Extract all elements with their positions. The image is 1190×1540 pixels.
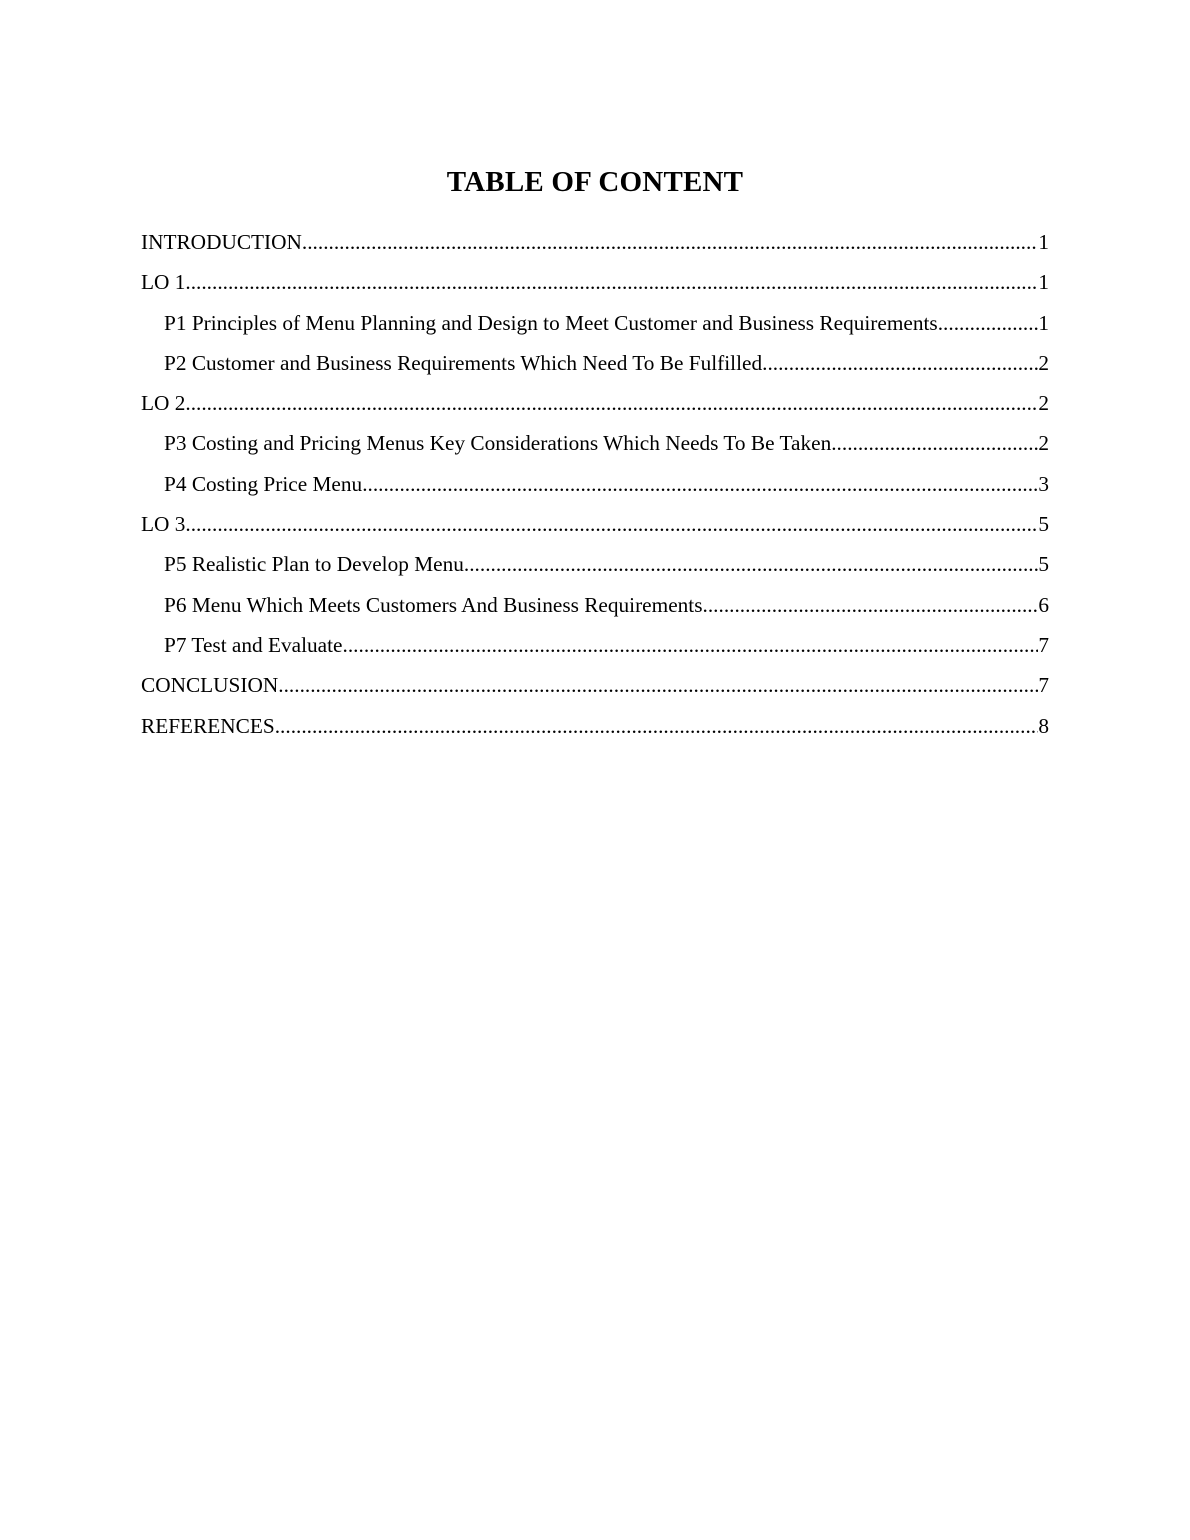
dot-leader [362,464,1038,504]
dot-leader [703,585,1039,625]
toc-entry-label: LO 2 [141,391,186,416]
toc-entry-references[interactable] [141,706,1049,746]
toc-entry-page-number: 6 [1038,592,1049,617]
toc-entry-page-number: 1 [1038,310,1049,335]
toc-entry-lo-1[interactable] [141,262,1049,302]
toc-entry-page-number: 3 [1038,471,1049,496]
dot-leader [302,222,1038,262]
toc-entry-p5[interactable] [141,544,1049,584]
toc-entry-label: P6 Menu Which Meets Customers And Business Requirements [164,592,703,617]
toc-entry-lo-2[interactable] [141,383,1049,423]
toc-entry-lo-3[interactable] [141,504,1049,544]
toc-entry-label: P5 Realistic Plan to Develop Menu [164,552,464,577]
dot-leader [278,665,1038,705]
toc-entry-page-number: 8 [1038,713,1049,738]
toc-entry-p7[interactable] [141,625,1049,665]
toc-entry-page-number: 7 [1038,673,1049,698]
dot-leader [185,262,1038,302]
toc-entry-label: CONCLUSION [141,673,279,698]
toc-entry-page-number: 2 [1038,431,1049,456]
dot-leader [343,625,1039,665]
toc-entry-page-number: 5 [1038,512,1049,537]
toc-entry-label: P4 Costing Price Menu [164,471,363,496]
toc-entry-p4[interactable] [141,464,1049,504]
dot-leader [185,504,1038,544]
dot-leader [762,343,1038,383]
dot-leader [185,383,1038,423]
table-of-contents [141,222,1049,746]
toc-entry-label: INTRODUCTION [141,230,302,254]
dot-leader [275,706,1039,746]
toc-entry-label: P2 Customer and Business Requirements Which Need To Be Fulfilled [164,350,763,375]
toc-entry-p3[interactable] [141,423,1049,463]
toc-entry-label: P7 Test and Evaluate [164,632,343,657]
toc-entry-page-number: 7 [1038,632,1049,657]
dot-leader [831,423,1038,463]
toc-entry-introduction[interactable] [141,222,1049,262]
toc-title: TABLE OF CONTENT [446,166,744,198]
toc-entry-label: LO 1 [141,270,186,295]
toc-entry-page-number: 1 [1038,270,1049,295]
toc-entry-label: P1 Principles of Menu Planning and Design to Meet Customer and Business Requirements [164,310,938,335]
toc-entry-label: REFERENCES [141,713,275,738]
toc-entry-page-number: 2 [1038,391,1049,416]
toc-entry-page-number: 5 [1038,552,1049,577]
toc-entry-p2[interactable] [141,343,1049,383]
toc-entry-page-number: 2 [1038,350,1049,375]
toc-entry-page-number: 1 [1038,230,1049,254]
toc-entry-p1[interactable] [141,303,1049,343]
dot-leader [464,544,1038,584]
toc-entry-p6[interactable] [141,585,1049,625]
toc-entry-label: P3 Costing and Pricing Menus Key Considerations Which Needs To Be Taken [164,431,832,456]
dot-leader [938,303,1039,343]
toc-entry-conclusion[interactable] [141,665,1049,705]
toc-entry-label: LO 3 [141,512,186,537]
